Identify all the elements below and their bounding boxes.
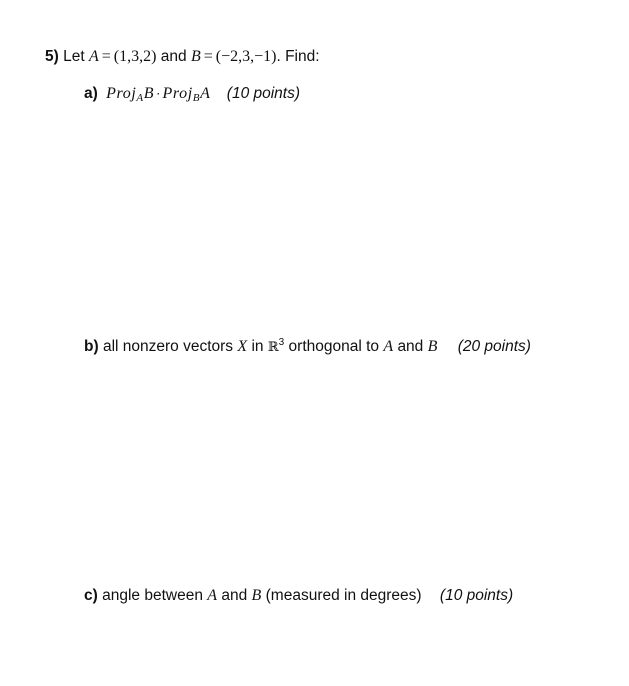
part-c-label: c) (84, 587, 98, 604)
proj-text: Proj (162, 85, 193, 102)
vector-a-name: A (207, 587, 218, 604)
part-a (84, 84, 300, 108)
proj-vector: A (200, 85, 211, 102)
proj-text: Proj (106, 85, 137, 102)
part-b-label: b) (84, 338, 99, 355)
vector-b-name: B (190, 48, 201, 65)
equals-sign: = (101, 48, 111, 65)
part-c-text: (measured in degrees) (265, 587, 422, 604)
vector-a-value: (1,3,2) (113, 48, 157, 65)
proj-subscript: B (192, 92, 201, 104)
dot-operator: · (156, 87, 161, 101)
equals-sign: = (203, 48, 213, 65)
vector-a-name: A (88, 48, 99, 65)
problem-suffix: . Find: (276, 48, 320, 65)
and-word: and (160, 48, 187, 65)
part-b (84, 333, 531, 358)
proj-vector: B (143, 85, 155, 102)
vector-b-name: B (251, 587, 262, 604)
part-c (84, 586, 513, 606)
vector-a-name: A (383, 338, 394, 355)
and-word: and (221, 587, 248, 604)
part-a-points: (10 points) (226, 85, 301, 102)
projection-expression (106, 85, 210, 102)
part-b-text: all nonzero vectors (102, 338, 234, 355)
part-b-points: (20 points) (457, 338, 531, 355)
vector-b-name: B (427, 338, 438, 355)
problem-number: 5) (45, 48, 59, 65)
part-c-text: angle between (102, 587, 203, 604)
problem-statement (45, 47, 320, 67)
part-b-text: orthogonal to (288, 338, 380, 355)
part-c-points: (10 points) (439, 587, 514, 604)
vector-x-name: X (237, 338, 248, 355)
proj-subscript: A (136, 92, 144, 104)
and-word: and (397, 338, 424, 355)
real-space-symbol (268, 338, 284, 355)
reals-glyph: ℝ (267, 340, 279, 355)
part-a-label: a) (84, 85, 98, 102)
problem-intro: Let (63, 48, 85, 65)
vector-b-value: (−2,3,−1) (215, 48, 277, 65)
dimension-superscript: 3 (278, 337, 285, 348)
in-word: in (251, 338, 264, 355)
